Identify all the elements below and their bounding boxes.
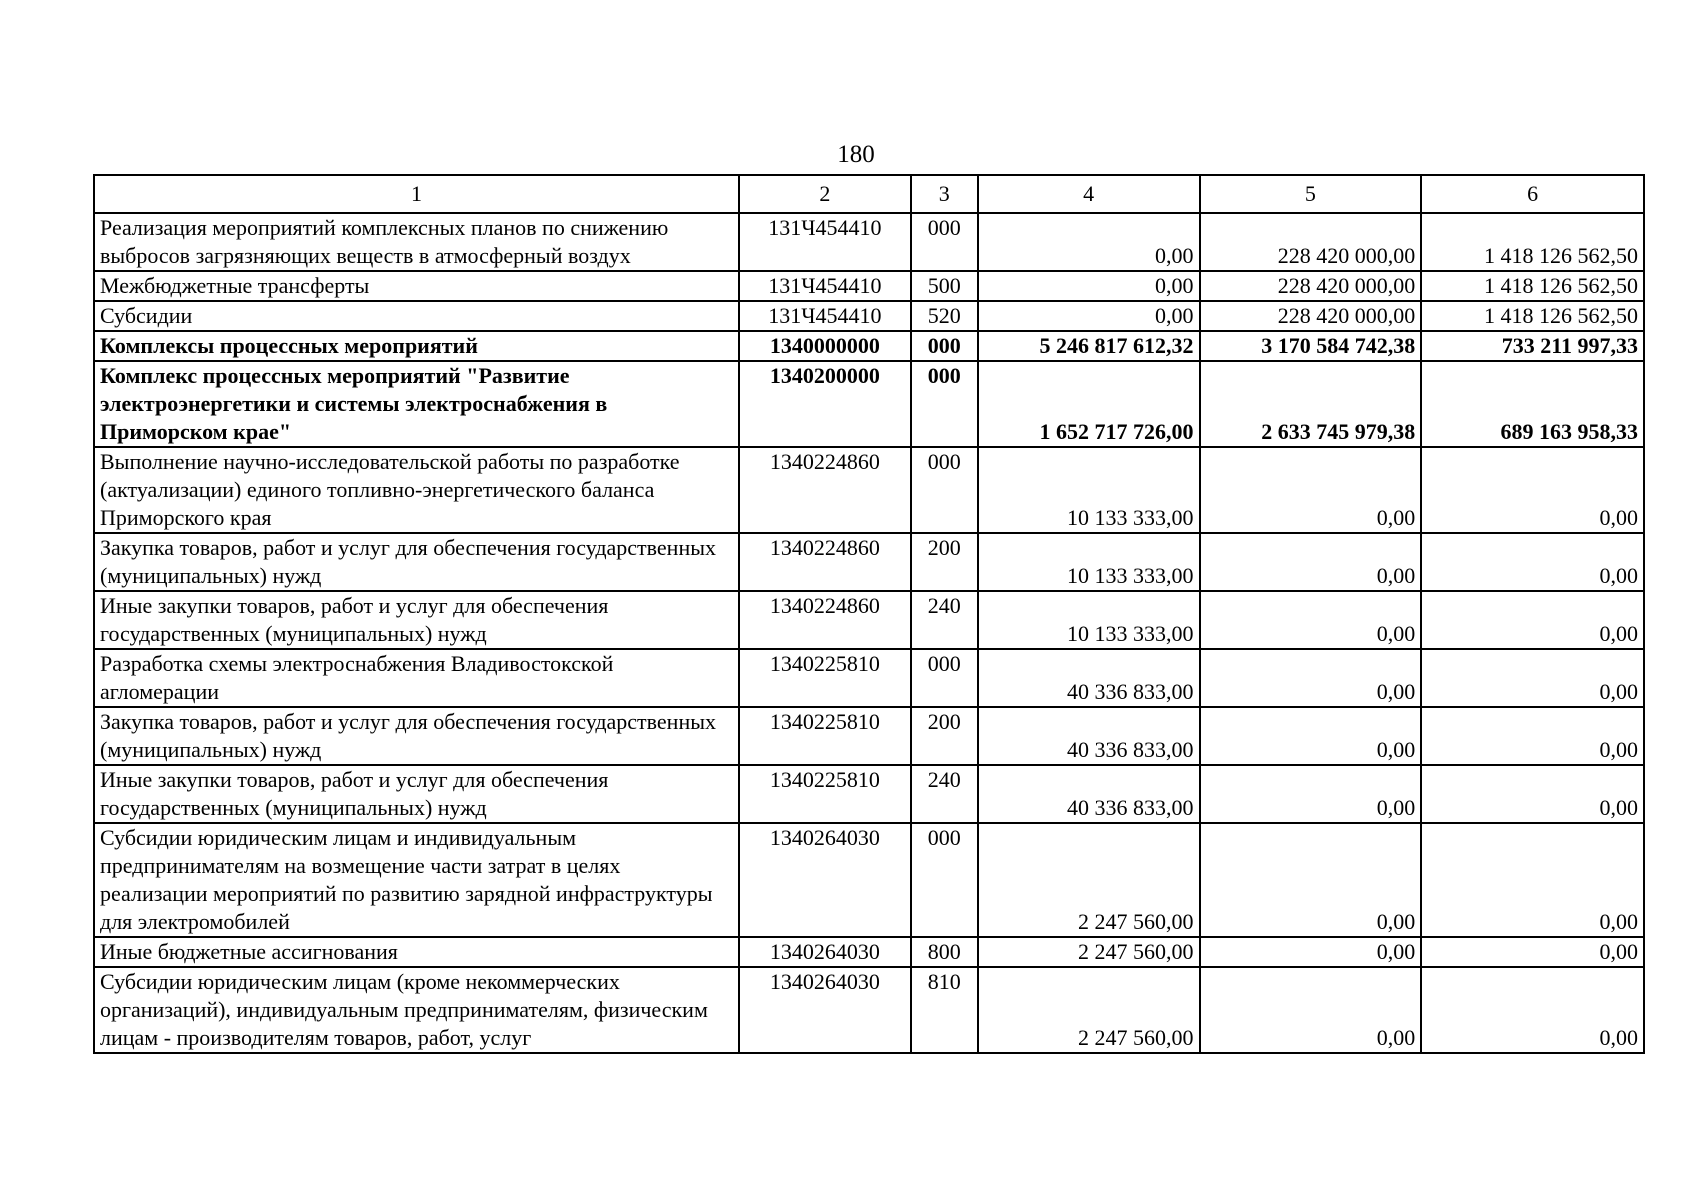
row-name: Иные бюджетные ассигнования	[94, 937, 739, 967]
row-value-4: 5 246 817 612,32	[978, 331, 1200, 361]
table-row	[94, 361, 1644, 447]
row-value-6: 0,00	[1421, 967, 1644, 1053]
row-name: Иные закупки товаров, работ и услуг для обеспечения государственных (муниципальных) нужд	[94, 591, 739, 649]
row-value-4: 0,00	[978, 271, 1200, 301]
row-value-6: 0,00	[1421, 447, 1644, 533]
row-value-5: 0,00	[1200, 533, 1422, 591]
row-code: 1340264030	[739, 823, 911, 937]
table-row	[94, 271, 1644, 301]
row-value-4: 40 336 833,00	[978, 649, 1200, 707]
row-name: Иные закупки товаров, работ и услуг для обеспечения государственных (муниципальных) нужд	[94, 765, 739, 823]
row-value-5: 0,00	[1200, 649, 1422, 707]
row-value-5: 3 170 584 742,38	[1200, 331, 1422, 361]
row-value-6: 1 418 126 562,50	[1421, 271, 1644, 301]
table-row	[94, 967, 1644, 1053]
row-name: Межбюджетные трансферты	[94, 271, 739, 301]
row-name: Субсидии юридическим лицам и индивидуальным предпринимателям на возмещение части затрат в целях реализации мероприятий по развитию зарядной инфраструктуры для электромобилей	[94, 823, 739, 937]
table-header-row	[94, 175, 1644, 213]
row-type: 000	[911, 361, 978, 447]
row-code: 131Ч454410	[739, 271, 911, 301]
table-row	[94, 937, 1644, 967]
row-value-5: 228 420 000,00	[1200, 301, 1422, 331]
budget-table	[93, 174, 1645, 1054]
row-type: 200	[911, 707, 978, 765]
row-value-6: 0,00	[1421, 707, 1644, 765]
row-value-4: 2 247 560,00	[978, 967, 1200, 1053]
column-header: 4	[978, 175, 1200, 213]
column-header: 2	[739, 175, 911, 213]
row-value-5: 0,00	[1200, 591, 1422, 649]
row-value-5: 0,00	[1200, 937, 1422, 967]
row-value-4: 40 336 833,00	[978, 707, 1200, 765]
row-value-4: 0,00	[978, 301, 1200, 331]
row-value-5: 0,00	[1200, 707, 1422, 765]
row-value-5: 0,00	[1200, 823, 1422, 937]
row-value-6: 1 418 126 562,50	[1421, 301, 1644, 331]
row-code: 131Ч454410	[739, 213, 911, 271]
row-code: 1340224860	[739, 447, 911, 533]
table-row	[94, 533, 1644, 591]
row-name: Закупка товаров, работ и услуг для обеспечения государственных (муниципальных) нужд	[94, 707, 739, 765]
table-row	[94, 331, 1644, 361]
row-name: Субсидии юридическим лицам (кроме некоммерческих организаций), индивидуальным предпринимателям, физическим лицам - производителям товаров, работ, услуг	[94, 967, 739, 1053]
row-name: Комплекс процессных мероприятий "Развитие электроэнергетики и системы электроснабжения в Приморском крае"	[94, 361, 739, 447]
row-type: 000	[911, 331, 978, 361]
row-value-5: 2 633 745 979,38	[1200, 361, 1422, 447]
row-code: 131Ч454410	[739, 301, 911, 331]
row-code: 1340224860	[739, 533, 911, 591]
row-value-6: 0,00	[1421, 823, 1644, 937]
row-code: 1340264030	[739, 937, 911, 967]
row-type: 520	[911, 301, 978, 331]
row-name: Реализация мероприятий комплексных планов по снижению выбросов загрязняющих веществ в атмосферный воздух	[94, 213, 739, 271]
row-value-5: 228 420 000,00	[1200, 213, 1422, 271]
row-type: 240	[911, 765, 978, 823]
row-type: 000	[911, 447, 978, 533]
row-type: 000	[911, 649, 978, 707]
column-header: 6	[1421, 175, 1644, 213]
row-value-5: 228 420 000,00	[1200, 271, 1422, 301]
row-name: Субсидии	[94, 301, 739, 331]
row-value-6: 689 163 958,33	[1421, 361, 1644, 447]
row-value-4: 10 133 333,00	[978, 591, 1200, 649]
row-code: 1340225810	[739, 707, 911, 765]
row-type: 800	[911, 937, 978, 967]
row-name: Комплексы процессных мероприятий	[94, 331, 739, 361]
table-row	[94, 707, 1644, 765]
row-type: 810	[911, 967, 978, 1053]
row-code: 1340000000	[739, 331, 911, 361]
row-value-6: 1 418 126 562,50	[1421, 213, 1644, 271]
row-name: Закупка товаров, работ и услуг для обеспечения государственных (муниципальных) нужд	[94, 533, 739, 591]
row-value-5: 0,00	[1200, 967, 1422, 1053]
row-value-5: 0,00	[1200, 765, 1422, 823]
row-value-4: 2 247 560,00	[978, 937, 1200, 967]
row-code: 1340225810	[739, 649, 911, 707]
row-value-4: 10 133 333,00	[978, 447, 1200, 533]
row-name: Разработка схемы электроснабжения Владивостокской агломерации	[94, 649, 739, 707]
row-code: 1340225810	[739, 765, 911, 823]
row-type: 200	[911, 533, 978, 591]
row-code: 1340264030	[739, 967, 911, 1053]
row-type: 500	[911, 271, 978, 301]
row-name: Выполнение научно-исследовательской работы по разработке (актуализации) единого топливно-энергетического баланса Приморского края	[94, 447, 739, 533]
page-number: 180	[837, 141, 875, 168]
table-row	[94, 649, 1644, 707]
row-value-4: 2 247 560,00	[978, 823, 1200, 937]
row-value-4: 10 133 333,00	[978, 533, 1200, 591]
table-row	[94, 591, 1644, 649]
row-code: 1340200000	[739, 361, 911, 447]
row-value-4: 40 336 833,00	[978, 765, 1200, 823]
row-value-6: 0,00	[1421, 765, 1644, 823]
row-value-6: 0,00	[1421, 649, 1644, 707]
row-code: 1340224860	[739, 591, 911, 649]
table-row	[94, 301, 1644, 331]
row-type: 240	[911, 591, 978, 649]
row-type: 000	[911, 213, 978, 271]
row-type: 000	[911, 823, 978, 937]
row-value-5: 0,00	[1200, 447, 1422, 533]
table-row	[94, 765, 1644, 823]
row-value-6: 0,00	[1421, 533, 1644, 591]
column-header: 3	[911, 175, 978, 213]
column-header: 5	[1200, 175, 1422, 213]
row-value-6: 0,00	[1421, 937, 1644, 967]
column-header: 1	[94, 175, 739, 213]
table-row	[94, 447, 1644, 533]
row-value-4: 1 652 717 726,00	[978, 361, 1200, 447]
row-value-4: 0,00	[978, 213, 1200, 271]
table-row	[94, 823, 1644, 937]
table-row	[94, 213, 1644, 271]
row-value-6: 733 211 997,33	[1421, 331, 1644, 361]
row-value-6: 0,00	[1421, 591, 1644, 649]
